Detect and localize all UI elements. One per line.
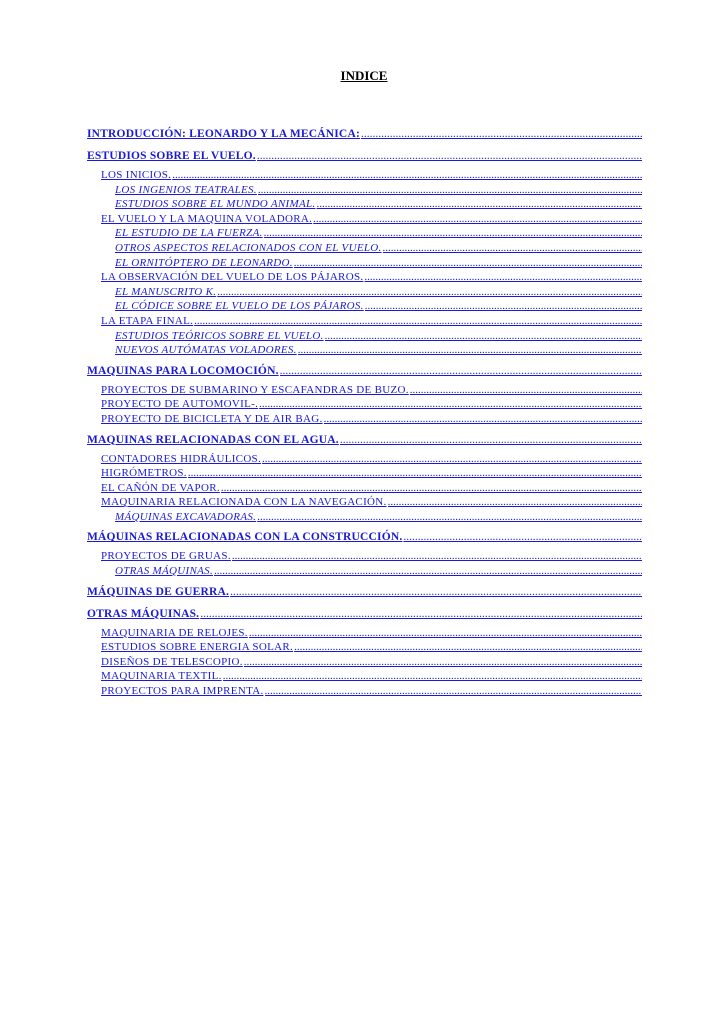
toc-dot-leader	[214, 564, 642, 579]
toc-entry-label: OTRAS MÁQUINAS.	[87, 607, 200, 620]
toc-dot-leader	[313, 212, 642, 227]
toc-entry-level-2[interactable]	[87, 397, 642, 412]
toc-entry-label: INTRODUCCIÓN: LEONARDO Y LA MECÁNICA:	[87, 128, 360, 140]
toc-entry-label: LA OBSERVACIÓN DEL VUELO DE LOS PÁJAROS.	[101, 271, 364, 284]
toc-entry-level-2[interactable]	[87, 684, 642, 699]
toc-entry-label: LOS INICIOS.	[101, 169, 172, 181]
toc-entry-level-2[interactable]	[87, 212, 642, 227]
toc-dot-leader	[340, 432, 642, 449]
toc-entry-level-3[interactable]	[87, 285, 642, 300]
toc-dot-leader	[316, 197, 642, 212]
toc-dot-leader	[232, 549, 642, 564]
toc-entry-level-2[interactable]	[87, 383, 642, 398]
toc-entry-label: PROYECTOS DE GRUAS.	[101, 550, 231, 563]
toc-entry-label: MAQUINARIA RELACIONADA CON LA NAVEGACIÓN.	[101, 496, 387, 509]
toc-dot-leader	[294, 256, 642, 271]
toc-entry-level-2[interactable]	[87, 655, 642, 670]
toc-entry-label: MAQUINAS PARA LOCOMOCIÓN.	[87, 364, 279, 377]
toc-entry-label: PROYECTO DE AUTOMOVIL-.	[101, 398, 259, 411]
toc-dot-leader	[388, 495, 642, 510]
toc-dot-leader	[188, 466, 642, 481]
toc-entry-level-2[interactable]	[87, 549, 642, 564]
toc-entry-label: LA ETAPA FINAL.	[101, 314, 194, 327]
toc-dot-leader	[325, 329, 642, 344]
toc-dot-leader	[194, 314, 642, 329]
toc-entry-level-2[interactable]	[87, 640, 642, 655]
toc-entry-label: EL CAÑÓN DE VAPOR.	[101, 481, 220, 494]
toc-dot-leader	[265, 684, 643, 699]
toc-dot-leader	[230, 584, 642, 601]
toc-entry-level-2[interactable]	[87, 466, 642, 481]
toc-entry-level-3[interactable]	[87, 564, 642, 579]
toc-entry-level-3[interactable]	[87, 329, 642, 344]
toc-dot-leader	[361, 126, 642, 143]
toc-dot-leader	[244, 655, 642, 670]
toc-dot-leader	[365, 299, 642, 314]
toc-dot-leader	[200, 606, 642, 623]
toc-entry-level-1[interactable]	[87, 126, 642, 143]
toc-entry-label: EL CÓDICE SOBRE EL VUELO DE LOS PÁJAROS.	[115, 300, 364, 313]
toc-entry-label: DISEÑOS DE TELESCOPIO.	[101, 655, 243, 668]
toc-entry-label: PROYECTO DE BICICLETA Y DE AIR BAG.	[101, 412, 323, 425]
toc-dot-leader	[221, 481, 642, 496]
toc-entry-label: ESTUDIOS SOBRE EL VUELO.	[87, 150, 256, 162]
table-of-contents	[87, 126, 642, 699]
toc-entry-label: LOS INGENIOS TEATRALES.	[115, 183, 257, 196]
toc-entry-label: MAQUINARIA DE RELOJES.	[101, 626, 248, 639]
toc-entry-level-3[interactable]	[87, 226, 642, 241]
toc-entry-label: NUEVOS AUTÓMATAS VOLADORES.	[115, 344, 297, 357]
toc-entry-label: MÁQUINAS DE GUERRA.	[87, 585, 230, 598]
toc-entry-level-3[interactable]	[87, 299, 642, 314]
toc-entry-level-2[interactable]	[87, 626, 642, 641]
toc-entry-label: EL ORNITÓPTERO DE LEONARDO.	[115, 256, 293, 269]
toc-entry-label: MÁQUINAS EXCAVADORAS.	[115, 510, 257, 523]
toc-entry-level-2[interactable]	[87, 481, 642, 496]
toc-dot-leader	[258, 183, 642, 198]
toc-entry-label: MÁQUINAS RELACIONADAS CON LA CONSTRUCCIÓN.	[87, 531, 403, 544]
toc-entry-label: ESTUDIOS TEÓRICOS SOBRE EL VUELO.	[115, 329, 324, 342]
toc-dot-leader	[249, 626, 642, 641]
toc-dot-leader	[324, 412, 642, 427]
toc-entry-label: PROYECTOS PARA IMPRENTA.	[101, 685, 264, 698]
toc-entry-level-3[interactable]	[87, 183, 642, 198]
toc-dot-leader	[223, 669, 642, 684]
toc-dot-leader	[410, 383, 642, 398]
toc-dot-leader	[257, 148, 642, 165]
toc-dot-leader	[294, 640, 642, 655]
toc-entry-level-1[interactable]	[87, 432, 642, 449]
toc-entry-label: ESTUDIOS SOBRE ENERGIA SOLAR.	[101, 641, 294, 654]
toc-entry-level-3[interactable]	[87, 241, 642, 256]
toc-entry-level-1[interactable]	[87, 363, 642, 380]
toc-entry-level-3[interactable]	[87, 197, 642, 212]
toc-dot-leader	[172, 168, 642, 183]
toc-entry-label: HIGRÓMETROS.	[101, 467, 187, 480]
toc-dot-leader	[259, 397, 642, 412]
toc-entry-level-1[interactable]	[87, 148, 642, 165]
toc-entry-level-3[interactable]	[87, 510, 642, 525]
toc-entry-label: OTRAS MÁQUINAS.	[115, 565, 213, 578]
toc-dot-leader	[257, 510, 642, 525]
toc-dot-leader	[217, 285, 642, 300]
toc-dot-leader	[264, 226, 642, 241]
toc-entry-level-1[interactable]	[87, 529, 642, 546]
toc-entry-level-2[interactable]	[87, 314, 642, 329]
toc-entry-level-3[interactable]	[87, 343, 642, 358]
toc-dot-leader	[383, 241, 642, 256]
toc-entry-level-3[interactable]	[87, 256, 642, 271]
toc-entry-label: CONTADORES HIDRÁULICOS.	[101, 452, 262, 465]
toc-entry-level-1[interactable]	[87, 606, 642, 623]
toc-entry-label: MAQUINAS RELACIONADAS CON EL AGUA.	[87, 433, 339, 446]
toc-entry-level-2[interactable]	[87, 669, 642, 684]
toc-dot-leader	[403, 529, 642, 546]
page-title: INDICE	[340, 68, 388, 83]
toc-entry-level-2[interactable]	[87, 452, 642, 467]
toc-entry-level-2[interactable]	[87, 412, 642, 427]
toc-entry-level-2[interactable]	[87, 495, 642, 510]
toc-entry-label: EL VUELO Y LA MAQUINA VOLADORA.	[101, 212, 313, 225]
toc-dot-leader	[280, 363, 642, 380]
toc-dot-leader	[364, 270, 642, 285]
toc-entry-label: EL MANUSCRITO K.	[115, 285, 217, 298]
toc-entry-label: PROYECTOS DE SUBMARINO Y ESCAFANDRAS DE BUZO.	[101, 383, 409, 396]
toc-entry-level-2[interactable]	[87, 168, 642, 183]
toc-entry-label: ESTUDIOS SOBRE EL MUNDO ANIMAL.	[115, 198, 316, 211]
toc-entry-level-1[interactable]	[87, 584, 642, 601]
toc-dot-leader	[262, 452, 642, 467]
toc-entry-label: EL ESTUDIO DE LA FUERZA.	[115, 227, 263, 240]
toc-entry-label: MAQUINARIA TEXTIL.	[101, 670, 222, 683]
toc-dot-leader	[298, 343, 642, 358]
toc-entry-level-2[interactable]	[87, 270, 642, 285]
toc-entry-label: OTROS ASPECTOS RELACIONADOS CON EL VUELO.	[115, 241, 382, 254]
